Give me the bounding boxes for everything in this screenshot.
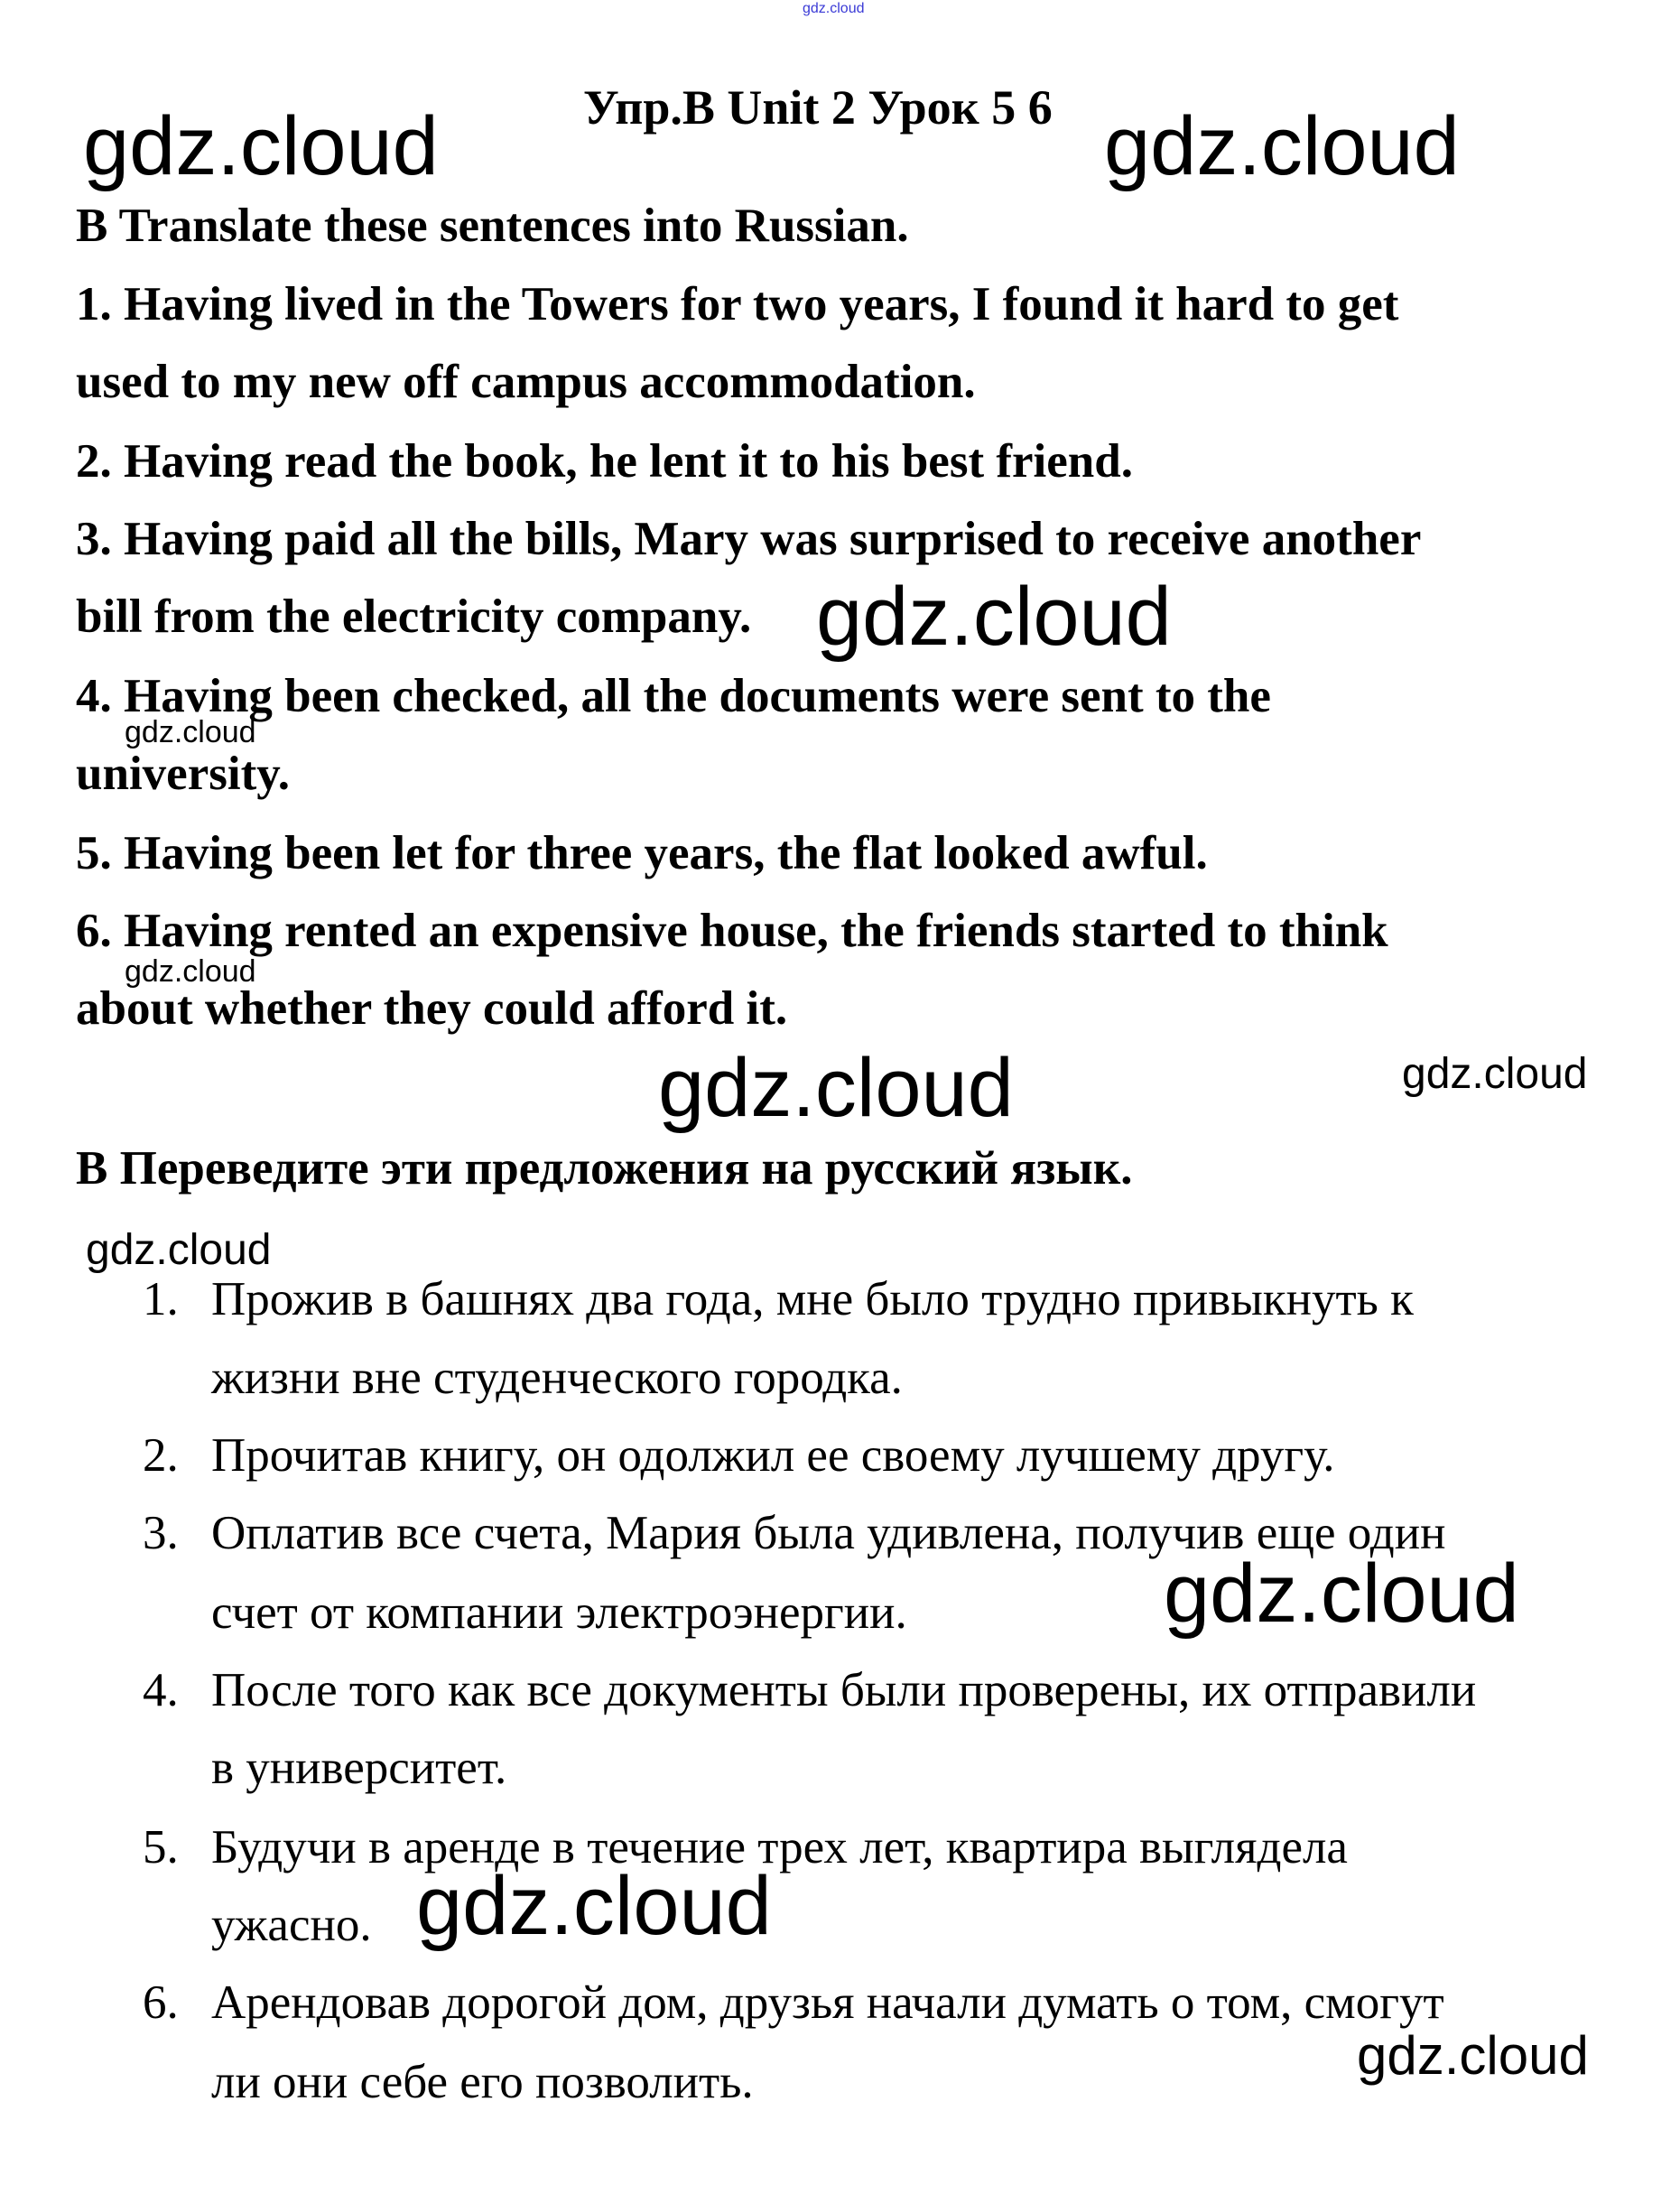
watermark: gdz.cloud [86, 1226, 272, 1274]
item-text: Арендовав дорогой дом, друзья начали думать о том, смогут [211, 1976, 1444, 2029]
item-text: Прочитав книгу, он одолжил ее своему лучшему другу. [211, 1429, 1335, 1482]
list-item [143, 1273, 1414, 1325]
item-number: 2. [143, 1429, 179, 1482]
watermark: gdz.cloud [1104, 100, 1460, 192]
list-item [143, 1821, 1348, 1874]
item-text: Оплатив все счета, Мария была удивлена, получив еще один [211, 1507, 1446, 1559]
watermark-top: gdz.cloud [803, 1, 865, 16]
watermark: gdz.cloud [1164, 1548, 1519, 1640]
item-text-continued: ли они себе его позволить. [211, 2056, 754, 2108]
english-line: 2. Having read the book, he lent it to his best friend. [76, 435, 1133, 488]
item-number: 6. [143, 1976, 179, 2029]
russian-heading: В Переведите эти предложения на русский язык. [76, 1142, 1133, 1195]
english-line: 3. Having paid all the bills, Mary was surprised to receive another [76, 513, 1422, 565]
item-text-continued: ужасно. [211, 1899, 372, 1951]
item-text: После того как все документы были проверены, их отправили [211, 1664, 1477, 1716]
english-line: bill from the electricity company. [76, 590, 752, 643]
item-number: 3. [143, 1507, 179, 1559]
watermark: gdz.cloud [1402, 1050, 1588, 1098]
english-line: 5. Having been let for three years, the flat looked awful. [76, 827, 1208, 879]
list-item [143, 1976, 1444, 2029]
item-number: 5. [143, 1821, 179, 1874]
watermark: gdz.cloud [416, 1860, 772, 1952]
english-line: 6. Having rented an expensive house, the friends started to think [76, 905, 1388, 957]
english-line: 1. Having lived in the Towers for two years, I found it hard to get [76, 278, 1399, 330]
watermark: gdz.cloud [1357, 2025, 1589, 2086]
watermark: gdz.cloud [658, 1042, 1014, 1134]
english-line: about whether they could afford it. [76, 982, 788, 1035]
page-title: Упр.B Unit 2 Урок 5 6 [583, 80, 1053, 135]
list-item [143, 1429, 1335, 1482]
watermark: gdz.cloud [83, 100, 439, 192]
item-number: 1. [143, 1273, 179, 1325]
english-line: used to my new off campus accommodation. [76, 356, 976, 408]
item-number: 4. [143, 1664, 179, 1716]
watermark: gdz.cloud [125, 715, 256, 749]
item-text-continued: жизни вне студенческого городка. [211, 1352, 903, 1404]
english-line: university. [76, 748, 291, 800]
list-item [143, 1664, 1477, 1716]
english-heading: B Translate these sentences into Russian. [76, 200, 909, 252]
item-text: Будучи в аренде в течение трех лет, квартира выглядела [211, 1821, 1348, 1874]
watermark: gdz.cloud [816, 571, 1172, 663]
watermark: gdz.cloud [125, 954, 256, 989]
item-text-continued: в университет. [211, 1742, 507, 1794]
item-text-continued: счет от компании электроэнергии. [211, 1586, 907, 1639]
item-text: Прожив в башнях два года, мне было трудно привыкнуть к [211, 1273, 1414, 1325]
english-line: 4. Having been checked, all the documents were sent to the [76, 670, 1271, 722]
